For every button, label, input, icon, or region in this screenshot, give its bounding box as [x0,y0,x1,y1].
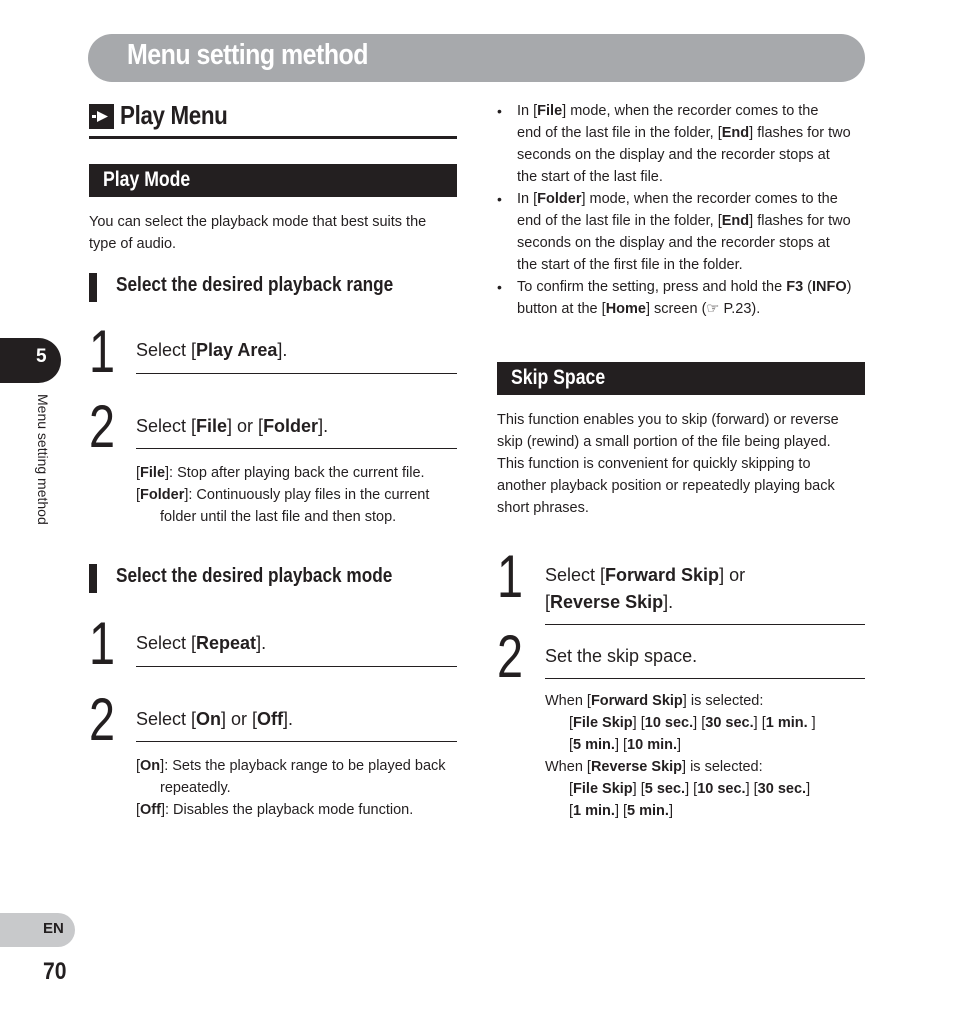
mode-heading: Select the desired playback mode [116,565,393,587]
heading-marker [89,564,97,593]
range-step2-text: Select [File] or [Folder]. [136,416,329,436]
step-number: 2 [89,686,116,753]
language-label: EN [43,920,64,937]
forward-skip-options: When [Forward Skip] is selected: [545,693,764,709]
list-item: • In [File] mode, when the recorder comes to the end of the last file in the folder, [End] flashes for two seconds on the display and the recorder stops at the start of the last file. [497,103,851,185]
heading-marker [89,273,97,302]
page-title: Menu setting method [127,39,368,71]
list-item: • To confirm the setting, press and hold the F3 (INFO) button at the [Home] screen (☞ P.23). [497,279,852,317]
play-icon [89,104,114,129]
step-divider [136,741,457,742]
range-notes [136,462,457,528]
skip-space-heading-label: Skip Space [511,366,606,389]
step-number: 1 [497,543,524,610]
range-step1-text: Select [Play Area]. [136,340,288,360]
pointing-hand-icon: ☞ [706,301,720,317]
bullet-list [497,100,867,320]
mode-notes [136,755,457,821]
chapter-number: 5 [36,346,47,367]
step-number: 2 [497,623,524,690]
step-number: 2 [89,393,116,460]
play-mode-heading-label: Play Mode [103,168,191,191]
play-mode-intro: You can select the playback mode that best suits the type of audio. [89,214,427,252]
section-divider [89,136,457,139]
note-file: [File]: Stop after playing back the current file. [136,465,425,481]
reverse-skip-options: When [Reverse Skip] is selected: [545,759,763,775]
skip-step2-text: Set the skip space. [545,646,698,666]
mode-step1-text: Select [Repeat]. [136,633,267,653]
step-number: 1 [89,318,116,385]
mode-step2-text: Select [On] or [Off]. [136,709,294,729]
skip-space-intro: This function enables you to skip (forward) or reverse skip (rewind) a small portion of the file being played. This function is convenient for quickly skipping to another playback position or repeatedly playing back short phrases. [497,412,839,516]
page-number: 70 [43,958,67,985]
chapter-label: Menu setting method [35,394,51,525]
note-folder: [Folder]: Continuously play files in the current folder until the last file and then stop. [136,487,430,525]
skip-step1-text: Select [Forward Skip] or [Reverse Skip]. [545,565,746,612]
skip-space-heading [497,362,865,395]
step-divider [136,666,457,667]
section-title: Play Menu [120,100,228,130]
step-divider [136,448,457,449]
step-number: 1 [89,610,116,677]
range-heading: Select the desired playback range [116,274,394,296]
play-mode-heading [89,164,457,197]
chapter-tab [0,338,61,383]
step-divider [545,624,865,625]
note-on: [On]: Sets the playback range to be played back repeatedly. [136,758,446,796]
list-item: • In [Folder] mode, when the recorder comes to the end of the last file in the folder, [End] flashes for two seconds on the display and the recorder stops at the start of the first file in the folder. [497,191,851,273]
note-off: [Off]: Disables the playback mode function. [136,802,414,818]
step-divider [545,678,865,679]
step-divider [136,373,457,374]
skip-options: When [Forward Skip] is selected: [File Skip] [10 sec.] [30 sec.] [1 min. ] [5 min.] [10 min.] When [Reverse Skip] is selected: [File Skip] [5 sec.] [10 sec.] [30 sec.] [1 min.] [5 min.] [545,690,865,822]
